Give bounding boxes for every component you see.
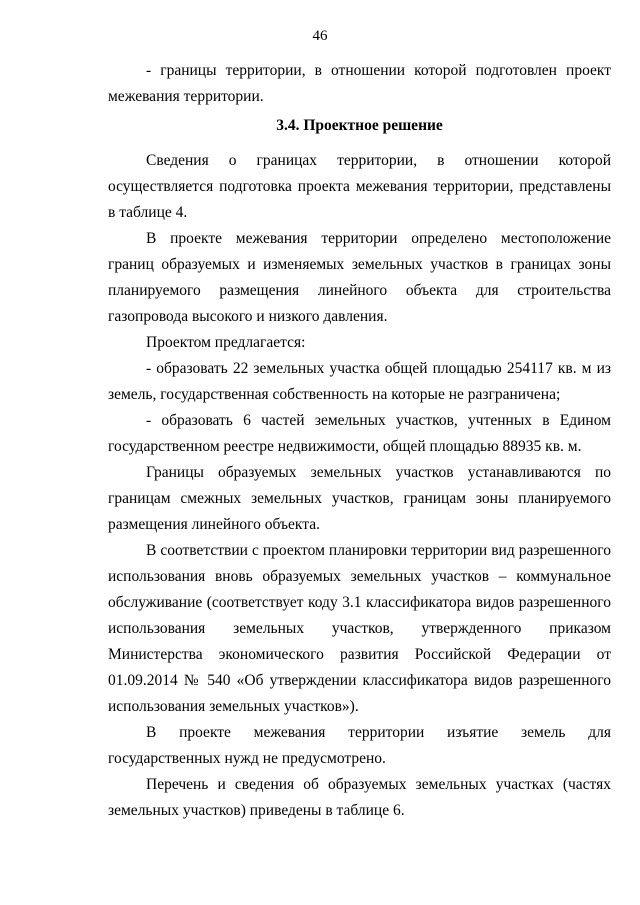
section-heading: 3.4. Проектное решение (276, 117, 443, 134)
paragraph-plot-boundaries: Границы образуемых земельных участков устанавливаются по границам смежных земельных участков, границам зоны планируемого размещения линейного объекта. (108, 464, 611, 533)
paragraph-permitted-use: В соответствии с проектом планировки территории вид разрешенного использования вновь образуемых земельных участков – коммунальное обслуживание (соответствует коду 3.1 классификатора видов разрешенного использования земельных участков, утвержденного приказом Министерства экономического развития Российской Федерации от 01.09.2014 № 540 «Об утверждении классификатора видов разрешенного использования земельных участков»). (108, 542, 611, 715)
paragraph-boundary-info: Сведения о границах территории, в отношении которой осуществляется подготовка проекта межевания территории, представлены в таблице 4. (108, 152, 611, 221)
paragraph-form-parts: - образовать 6 частей земельных участков, учтенных в Едином государственном реестре недвижимости, общей площадью 88935 кв. м. (108, 412, 611, 455)
paragraph-territory-boundaries: - границы территории, в отношении которой подготовлен проект межевания территории. (108, 62, 611, 105)
paragraph-proposal-intro: Проектом предлагается: (146, 334, 306, 351)
paragraph-location: В проекте межевания территории определено местоположение границ образуемых и изменяемых земельных участков в границах зоны планируемого размещения линейного объекта для строительства газопровода высокого и низкого давления. (108, 230, 611, 325)
paragraph-no-seizure: В проекте межевания территории изъятие земель для государственных нужд не предусмотрено. (108, 724, 611, 767)
paragraph-form-plots: - образовать 22 земельных участка общей площадью 254117 кв. м из земель, государственная собственность на которые не разграничена; (108, 360, 611, 403)
document-body (108, 58, 611, 824)
page-number: 46 (312, 28, 328, 44)
paragraph-list-reference: Перечень и сведения об образуемых земельных участках (частях земельных участков) приведены в таблице 6. (108, 776, 611, 819)
